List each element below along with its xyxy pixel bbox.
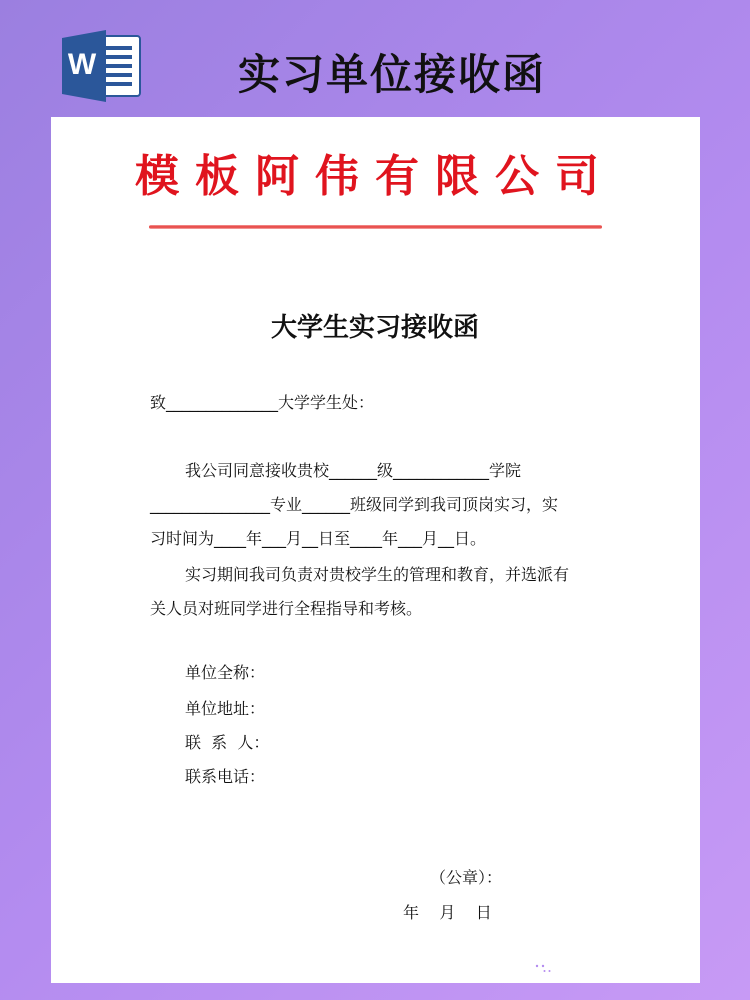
salutation: 致______________大学学生处：	[150, 393, 375, 412]
document-sheet	[51, 117, 700, 983]
company-name: 模板阿伟有限公司	[135, 151, 615, 202]
page-banner-title: 实习单位接收函	[237, 50, 546, 99]
field-unit-name: 单位全称：	[185, 663, 266, 682]
footer-source-text: 公众号 · 模板阿伟	[562, 964, 698, 984]
letter-title: 大学生实习接收函	[270, 313, 479, 343]
wechat-icon	[530, 958, 556, 985]
body-line-2: _______________专业______班级同学到我司顶岗实习，实	[150, 495, 559, 514]
red-divider	[149, 225, 602, 229]
body-line-1: 我公司同意接收贵校______级____________学院	[185, 461, 522, 480]
svg-text:W: W	[67, 48, 97, 81]
footer-source	[530, 958, 697, 985]
field-contact-person: 联 系 人：	[185, 733, 270, 752]
body-line-5: 关人员对班同学进行全程指导和考核。	[150, 599, 423, 618]
body-line-4: 实习期间我司负责对贵校学生的管理和教育，并选派有	[185, 565, 570, 584]
body-line-3: 习时间为____年___月__日至____年___月__日。	[150, 529, 487, 548]
date-line: 年 月 日	[403, 903, 492, 922]
seal-label: （公章）：	[430, 868, 503, 887]
field-contact-phone: 联系电话：	[185, 767, 266, 786]
field-unit-address: 单位地址：	[185, 699, 266, 718]
